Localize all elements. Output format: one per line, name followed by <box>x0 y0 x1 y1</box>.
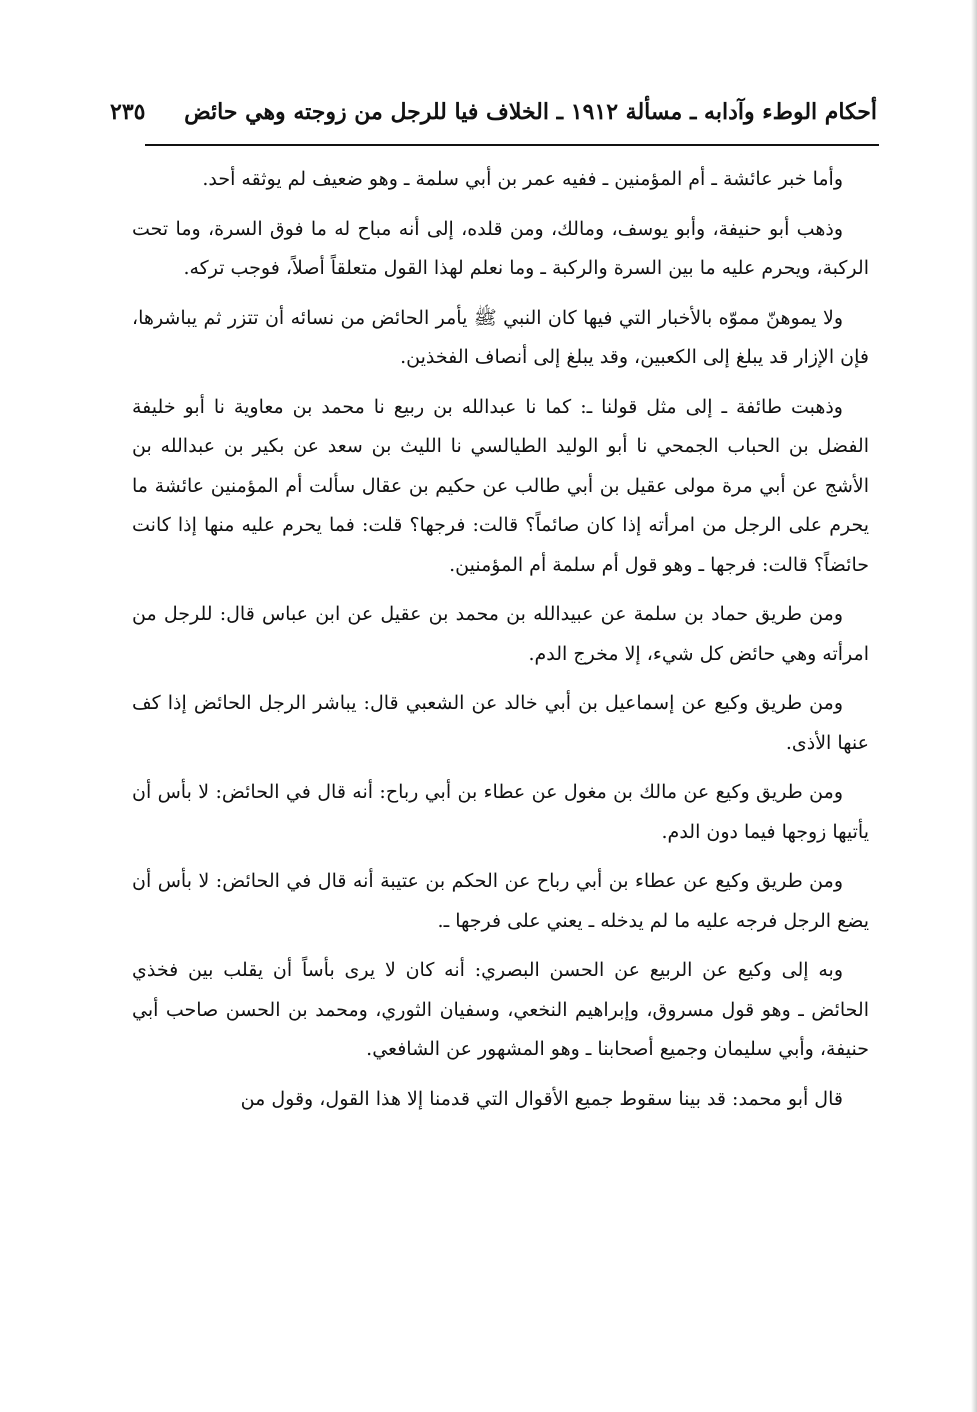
paragraph-hakam-bin-utaiba: ومن طريق وكيع عن عطاء بن أبي رباح عن الحكم بن عتيبة أنه قال في الحائض: لا بأس أن يضع الرجل فرجه عليه ما لم يدخله ـ يعني على فرجها ـ. <box>132 870 869 932</box>
paragraph-shabi: ومن طريق وكيع عن إسماعيل بن أبي خالد عن الشعبي قال: يباشر الرجل الحائض إذا كف عنها الأذى. <box>132 692 869 754</box>
scan-edge-shadow <box>971 0 977 1412</box>
body-text <box>132 160 869 1129</box>
paragraph-izar-reports: ولا يموهنّ مموّه بالأخبار التي فيها كان النبي ﷺ يأمر الحائض من نسائه أن تتزر ثم يباشرها، فإن الإزار قد يبلغ إلى الكعبين، وقد يبلغ إلى أنصاف الفخذين. <box>132 306 869 368</box>
paragraph-hakim-bin-iqal-chain: وذهبت طائفة ـ إلى مثل قولنا ـ: كما نا عبدالله بن ربيع نا محمد بن معاوية نا أبو خليفة الفضل بن الحباب الجمحي نا أبو الوليد الطيالسي نا الليث بن سعد عن بكير بن عبدالله بن الأشج عن أبي مرة مولى عقيل بن أبي طالب عن حكيم بن عقال سألت أم المؤمنين عائشة ما يحرم على الرجل من امرأته إذا كان صائماً؟ قالت: فرجها؟ قلت: فما يحرم عليه منها إذا كانت حائضاً؟ قالت: فرجها ـ وهو قول أم سلمة أم المؤمنين. <box>132 395 869 576</box>
paragraph-abu-muhammad: قال أبو محمد: قد بينا سقوط جميع الأقوال التي قدمنا إلا هذا القول، وقول من <box>240 1087 843 1110</box>
page-number: ٢٣٥ <box>110 99 146 125</box>
paragraph-aisha-report: وأما خبر عائشة ـ أم المؤمنين ـ ففيه عمر بن أبي سلمة ـ وهو ضعيف لم يوثقه أحد. <box>202 168 843 190</box>
paragraph-hasan-basri: وبه إلى وكيع عن الربيع عن الحسن البصري: أنه كان لا يرى بأساً أن يقلب بين فخذي الحائض ـ وهو قول مسروق، وإبراهيم النخعي، وسفيان الثوري، ومحمد بن الحسن صاحب أبي حنيفة، وأبي سليمان وجميع أصحابنا ـ وهو المشهور عن الشافعي. <box>132 959 869 1060</box>
running-header <box>110 92 877 132</box>
paragraph-ata-malik-bin-mighwal: ومن طريق وكيع عن مالك بن مغول عن عطاء بن أبي رباح: أنه قال في الحائض: لا بأس أن يأتيها زوجها فيما دون الدم. <box>132 781 869 843</box>
paragraph-abu-hanifa-view: وذهب أبو حنيفة، وأبو يوسف، ومالك، ومن قلده، إلى أنه مباح له ما فوق السرة، وما تحت الركبة، ويحرم عليه ما بين السرة والركبة ـ وما نعلم لهذا القول متعلقاً أصلاً، فوجب تركه. <box>132 217 869 279</box>
running-header-title: أحكام الوطء وآدابه ـ مسألة ١٩١٢ ـ الخلاف فيا للرجل من زوجته وهي حائض <box>184 99 877 125</box>
header-divider <box>145 144 879 146</box>
paragraph-ibn-abbas: ومن طريق حماد بن سلمة عن عبيدالله بن محمد بن عقيل عن ابن عباس قال: للرجل من امرأته وهي حائض كل شيء، إلا مخرج الدم. <box>132 603 869 665</box>
